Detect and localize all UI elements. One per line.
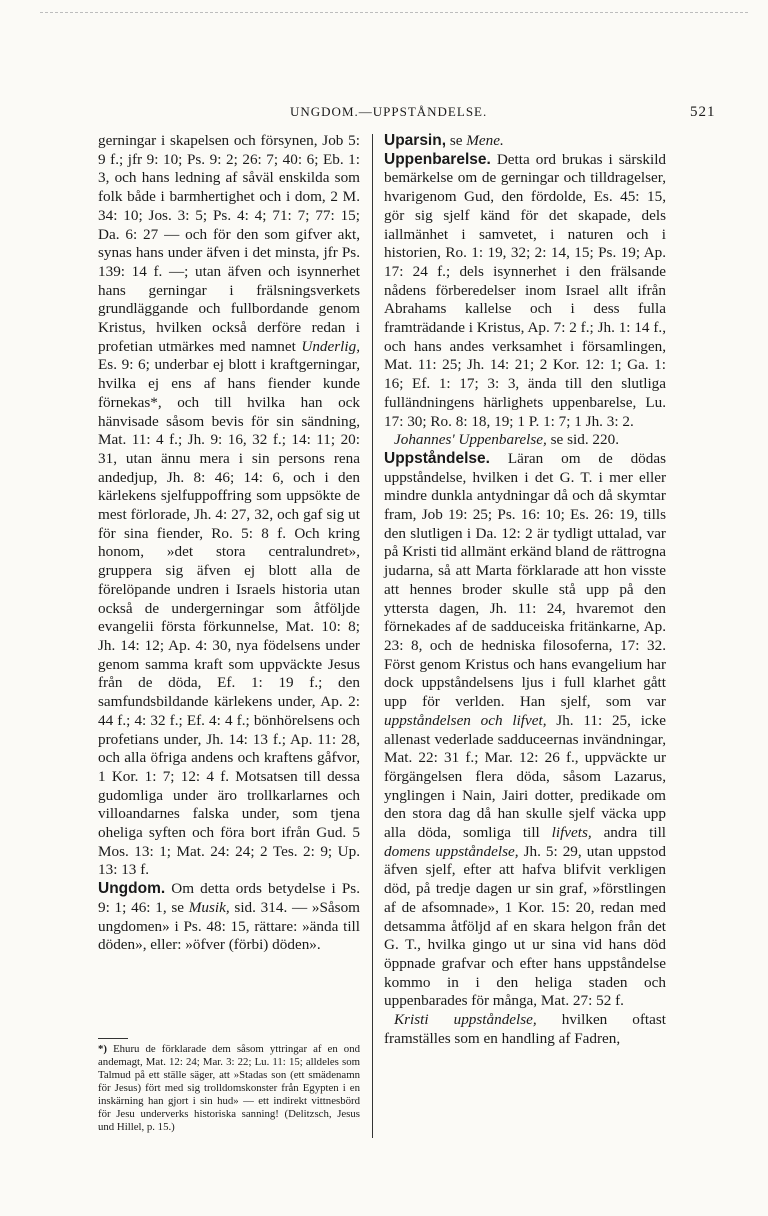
cross-reference: Mene. — [466, 132, 504, 149]
column-divider — [372, 134, 373, 1138]
footnote-text: Ehuru de förklarade dem såsom yttringar af en ond andemagt, Mat. 12: 24; Mar. 3: 22; Lu. 11: 15; alldeles som Talmud på ett ställe säger, att »Stadas son (ett smädenamn för Jesus) fört med sig trolldomskonster från Egypten i en inskärning han gjort i sin hud» — ett indirekt vittnesbörd för Jesu underverks historiska sanning! (Delitzsch, Jesus und Hillel, p. 15.) — [98, 1043, 360, 1133]
term-italic: lifvets, — [551, 824, 592, 842]
entry-text: Jh. 11: 25, icke allenast vederlade sadduceernas invändningar, Mat. 22: 31 f.; Mar. 12: 26 f., uppväckte ur förgängelsen flera döda, såsom Lazarus, ynglingen i Nain, Jairi dotter, predikade om den stora dag då han skulle sjelf väcka upp alla döda, somliga till — [384, 711, 666, 842]
entry-uparsin — [384, 132, 666, 151]
cross-reference: Musik, — [188, 898, 230, 916]
term-italic: Underlig, — [301, 337, 361, 355]
footnote-mark: *) — [98, 1043, 107, 1055]
page-number: 521 — [690, 104, 716, 120]
term-italic: uppståndelsen och lifvet, — [384, 711, 547, 729]
entry-ungdom — [98, 880, 360, 955]
top-border-line — [40, 12, 748, 13]
headword-ungdom: Ungdom. — [98, 880, 166, 898]
entry-text: Jh. 5: 29, utan uppstod äfven sjelf, efter att hafva blifvit verkligen död, på tredje dagen ur sin graf, »förstlingen af de afsomnade», 1 Kor. 15: 20, redan med detsamma åtföljd af en skara helgon från det G. T., hvilka gingo ut ur sina vid hans död öppnade grafvar och efter hans uppståndelse kommo in i den heliga staden och uppenbarades för många, Mat. 27: 52 f. — [384, 842, 666, 1010]
entry-uppstandelse — [384, 450, 666, 1011]
entry-text: andra till — [603, 824, 667, 842]
entry-text: se sid. 220. — [550, 431, 619, 449]
subentry-kristi — [384, 1011, 666, 1048]
term-italic: Kristi uppståndelse, — [394, 1011, 537, 1029]
paragraph-text: gerningar i skapelsen och försynen, Job 5: 9 f.; jfr 9: 10; Ps. 9: 2; 26: 7; 40: 6; Eb. 1: 3, och hans ledning af såväl enskilda som folk både i barmhertighet och i dom, 2 M. 34: 10; Jos. 3: 5; Ps. 4: 4; 71: 7; 77: 15; Da. 6: 27 — och för den som gifver akt, synas hans under äfven i det minsta, jfr Ps. 139: 14 f. —; utan äfven och isynnerhet hans gerningar i frälsningsverkets grundläggande och fullbordande genom Kristus, hvilken också derföre redan i profetian utmärkes med namnet — [98, 132, 360, 355]
paragraph-text: Es. 9: 6; underbar ej blott i kraftgerningar, hvilka ej ens af hans fiender kunde förnekas*, och till hvilka han ock hänvisade såsom bevis för sin sändning, Mat. 11: 4 f.; Jh. 9: 16, 32 f.; 14: 11; 20: 31, utan ännu mera i sin persons rena andedjup, Jh. 8: 46; 14: 6, och i den kärlekens sjelfuppoffring som uppsökte de mest förlorade, Jh. 4: 27, 32, och gaf sig ut för sina fiender, Ro. 5: 8 f. Och kring honom, »det stora centralundret», gruppera sig äfven ej blott alla de förelöpande undren i Israels historia utan också de undergerningar som åtföljde evangelii första förkunnelse, Mat. 10: 8; Jh. 14: 12; Ap. 4: 30, nya födelsens under genom samma kraft som uppväckte Jesus från de döda, Ef. 1: 19 f.; den samfundsbildande kärlekens under, Ap. 2: 44 f.; 4: 32 f.; Ef. 4: 4 f.; bönhörelsens och profetians under, Jh. 14: 13 f.; Ap. 11: 28, och alla öfriga andens och kraftens gåfvor, 1 Kor. 1: 7; 12: 4 f. Motsatsen till dessa gudomliga under äro trollkarlarnes och villoandarnes falska under, som tjena oheliga syften och föra bort ifrån Gud. 5 Mos. 13: 1; Mat. 24: 24; 2 Tes. 2: 9; Up. 13: 13 f. — [98, 356, 360, 879]
term-italic: domens uppståndelse, — [384, 842, 519, 860]
headword-uppenbarelse: Uppenbarelse. — [384, 150, 491, 168]
running-head: UNGDOM.—UPPSTÅNDELSE. — [290, 104, 488, 119]
entry-text: Läran om de dödas uppståndelse, hvilken i det G. T. i mer eller mindre dunkla antydningar då och då skymtar fram, Job 19: 25; Ps. 16: 10; Es. 26: 19, tills den slutligen i Da. 12: 2 är tydligt uttalad, var på Kristi tid allmänt erkänd bland de rättrogna judarna, så att Marta förklarade att hon visste att hennes broder skulle stå upp på den yttersta dagen, Jh. 11: 24, hvaremot den förnekades af de sadduceiska fritänkarne, Ap. 23: 8, och de hedniska filosoferna, 17: 32. Först genom Kristus och hans evangelium har dock uppståndelsens ljus i full klarhet gått upp för verlden. Han sjelf, som var — [384, 449, 667, 711]
entry-text: hvilken oftast framställes som en handling af Fadren, — [384, 1011, 667, 1047]
entry-uppenbarelse — [384, 151, 666, 432]
left-column — [98, 132, 360, 955]
right-column — [384, 132, 666, 1048]
entry-text: sid. 314. — »Såsom ungdomen» i Ps. 48: 15, rättare: »ända till döden», eller: »öfver (förbi) döden». — [98, 898, 360, 954]
paragraph-continuation — [98, 132, 360, 880]
subentry-johannes — [384, 431, 666, 450]
cross-reference: Johannes' Uppenbarelse, — [394, 431, 547, 449]
entry-text: Om detta ords betydelse i Ps. 9: 1; 46: 1, se — [98, 880, 360, 916]
entry-text: Detta ord brukas i särskild bemärkelse om de gerningar och tilldragelser, hvarigenom Gud, den fördolde, Es. 45: 15, gör sig sjelf känd för det skapade, dels iallmänhet i samvetet, i naturen och i historien, Ro. 1: 19, 32; 2: 14, 15; Ps. 19; Ap. 17: 24 f.; dels isynnerhet i den frälsande nådens förberedelser inom Israel allt ifrån Abrahams kallelse och i dess fulla framträdande i Kristus, Ap. 7: 2 f.; Jh. 1: 14 f., och hans andes verksamhet i församlingen, Mat. 11: 25; Jh. 14: 21; 2 Kor. 12: 1; Ga. 1: 16; Ef. 1: 17; 3: 3, ända till den slutliga fulländningens härlighets uppenbarelse, Lu. 17: 30; Ro. 8: 18, 19; 1 P. 1: 7; 1 Jh. 3: 2. — [384, 150, 667, 430]
headword-uparsin: Uparsin, — [384, 132, 447, 149]
headword-uppstandelse: Uppståndelse. — [384, 449, 490, 467]
entry-text: se — [449, 132, 463, 149]
footnote — [98, 1038, 360, 1134]
